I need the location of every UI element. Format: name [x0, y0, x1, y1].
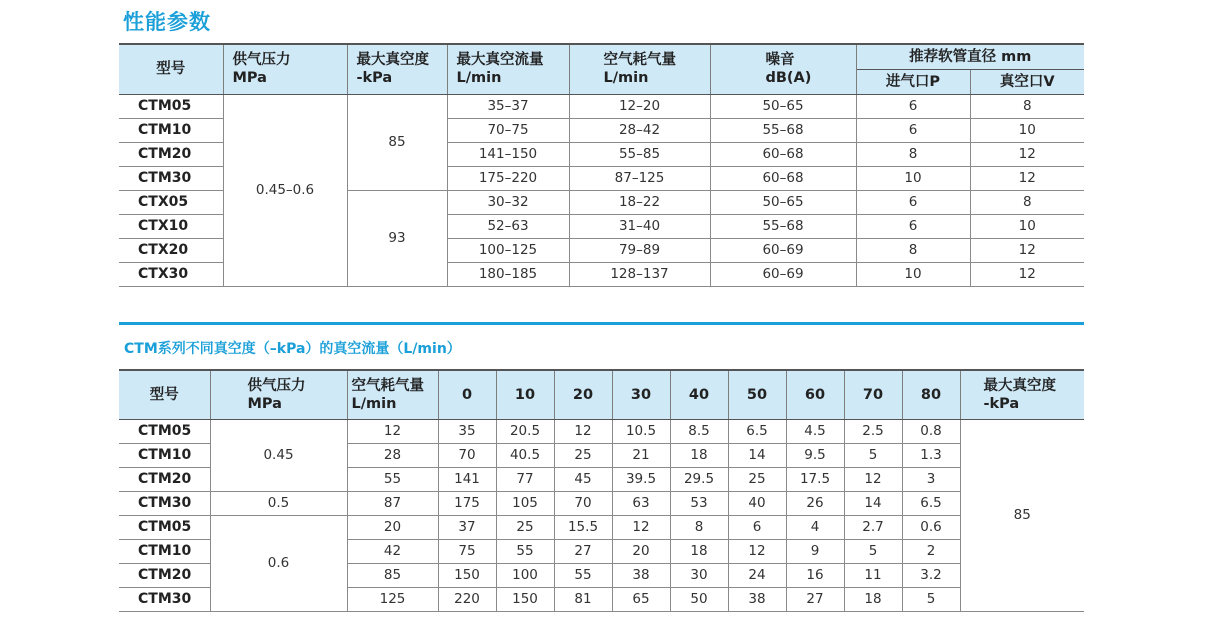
vacuum-flow-cell: 24 — [728, 563, 786, 587]
model-cell: CTX05 — [119, 190, 223, 214]
vacuum-flow-cell: 25 — [554, 443, 612, 467]
air-consumption-cell: 87–125 — [569, 166, 710, 190]
noise-cell: 60–68 — [710, 142, 856, 166]
table-row — [119, 94, 1084, 118]
model-cell: CTM30 — [119, 491, 210, 515]
max-flow-cell: 141–150 — [447, 142, 569, 166]
supply-pressure-cell: 0.45–0.6 — [223, 94, 347, 286]
vacuum-flow-cell: 2.5 — [844, 419, 902, 443]
vacuum-flow-cell: 55 — [554, 563, 612, 587]
section-divider — [119, 322, 1084, 325]
header-vacuum-level: 80 — [902, 370, 960, 419]
header-vacuum-level: 60 — [786, 370, 844, 419]
model-cell: CTX10 — [119, 214, 223, 238]
vacuum-flow-cell: 55 — [496, 539, 554, 563]
model-cell: CTM05 — [119, 515, 210, 539]
header-air-consumption: 空气耗气量 L/min — [569, 44, 710, 94]
noise-cell: 60–69 — [710, 262, 856, 286]
vacuum-flow-cell: 105 — [496, 491, 554, 515]
vacuum-flow-cell: 38 — [728, 587, 786, 611]
vacuum-flow-cell: 38 — [612, 563, 670, 587]
air-consumption-cell: 55 — [347, 467, 438, 491]
vacuum-flow-cell: 175 — [438, 491, 496, 515]
model-cell: CTM10 — [119, 443, 210, 467]
inlet-p-cell: 6 — [856, 214, 970, 238]
air-consumption-cell: 28–42 — [569, 118, 710, 142]
air-consumption-cell: 55–85 — [569, 142, 710, 166]
max-vacuum-cell: 85 — [960, 419, 1084, 611]
vacuum-flow-cell: 4 — [786, 515, 844, 539]
model-cell: CTM30 — [119, 166, 223, 190]
vacuum-flow-cell: 18 — [670, 539, 728, 563]
performance-table — [119, 43, 1084, 287]
vacuum-port-cell: 12 — [970, 166, 1084, 190]
vacuum-flow-cell: 3.2 — [902, 563, 960, 587]
header-vacuum-level: 10 — [496, 370, 554, 419]
max-flow-cell: 30–32 — [447, 190, 569, 214]
supply-pressure-cell: 0.6 — [210, 515, 347, 611]
vacuum-flow-cell: 1.3 — [902, 443, 960, 467]
air-consumption-cell: 31–40 — [569, 214, 710, 238]
vacuum-flow-cell: 45 — [554, 467, 612, 491]
vacuum-flow-cell: 75 — [438, 539, 496, 563]
air-consumption-cell: 20 — [347, 515, 438, 539]
header-model: 型号 — [119, 370, 210, 419]
model-cell: CTM20 — [119, 467, 210, 491]
page-title: 性能参数 — [123, 10, 211, 34]
max-flow-cell: 70–75 — [447, 118, 569, 142]
max-flow-cell: 52–63 — [447, 214, 569, 238]
vacuum-flow-cell: 63 — [612, 491, 670, 515]
vacuum-flow-cell: 5 — [844, 443, 902, 467]
supply-pressure-cell: 0.5 — [210, 491, 347, 515]
noise-cell: 55–68 — [710, 118, 856, 142]
vacuum-flow-cell: 39.5 — [612, 467, 670, 491]
header-max-vacuum-flow: 最大真空流量 L/min — [447, 44, 569, 94]
vacuum-flow-cell: 35 — [438, 419, 496, 443]
vacuum-port-cell: 12 — [970, 262, 1084, 286]
vacuum-flow-cell: 150 — [496, 587, 554, 611]
vacuum-flow-cell: 9.5 — [786, 443, 844, 467]
vacuum-flow-cell: 12 — [612, 515, 670, 539]
table-row — [119, 515, 1084, 539]
header-max-vacuum: 最大真空度 -kPa — [347, 44, 447, 94]
air-consumption-cell: 87 — [347, 491, 438, 515]
vacuum-flow-cell: 27 — [786, 587, 844, 611]
vacuum-flow-cell: 29.5 — [670, 467, 728, 491]
vacuum-flow-cell: 40.5 — [496, 443, 554, 467]
vacuum-flow-cell: 16 — [786, 563, 844, 587]
max-flow-cell: 100–125 — [447, 238, 569, 262]
vacuum-flow-cell: 10.5 — [612, 419, 670, 443]
noise-cell: 50–65 — [710, 94, 856, 118]
air-consumption-cell: 18–22 — [569, 190, 710, 214]
vacuum-flow-cell: 37 — [438, 515, 496, 539]
max-flow-cell: 180–185 — [447, 262, 569, 286]
header-vacuum-level: 40 — [670, 370, 728, 419]
vacuum-flow-cell: 25 — [728, 467, 786, 491]
vacuum-flow-cell: 18 — [670, 443, 728, 467]
vacuum-flow-cell: 100 — [496, 563, 554, 587]
vacuum-flow-cell: 70 — [554, 491, 612, 515]
vacuum-flow-cell: 6.5 — [728, 419, 786, 443]
vacuum-flow-cell: 9 — [786, 539, 844, 563]
inlet-p-cell: 8 — [856, 142, 970, 166]
air-consumption-cell: 79–89 — [569, 238, 710, 262]
vacuum-flow-cell: 12 — [728, 539, 786, 563]
vacuum-flow-cell: 81 — [554, 587, 612, 611]
model-cell: CTM10 — [119, 539, 210, 563]
vacuum-flow-cell: 2 — [902, 539, 960, 563]
header-vacuum-port-v: 真空口V — [970, 69, 1084, 94]
model-cell: CTM30 — [119, 587, 210, 611]
air-consumption-cell: 125 — [347, 587, 438, 611]
inlet-p-cell: 8 — [856, 238, 970, 262]
vacuum-flow-cell: 0.6 — [902, 515, 960, 539]
vacuum-flow-cell: 8 — [670, 515, 728, 539]
vacuum-flow-cell: 20.5 — [496, 419, 554, 443]
vacuum-port-cell: 8 — [970, 190, 1084, 214]
vacuum-flow-cell: 3 — [902, 467, 960, 491]
vacuum-flow-cell: 2.7 — [844, 515, 902, 539]
header-inlet-p: 进气口P — [856, 69, 970, 94]
header-noise: 噪音 dB(A) — [710, 44, 856, 94]
inlet-p-cell: 6 — [856, 190, 970, 214]
noise-cell: 60–69 — [710, 238, 856, 262]
vacuum-flow-cell: 77 — [496, 467, 554, 491]
model-cell: CTM05 — [119, 419, 210, 443]
vacuum-flow-cell: 141 — [438, 467, 496, 491]
vacuum-flow-cell: 65 — [612, 587, 670, 611]
vacuum-flow-cell: 8.5 — [670, 419, 728, 443]
model-cell: CTM10 — [119, 118, 223, 142]
vacuum-flow-cell: 14 — [844, 491, 902, 515]
vacuum-flow-cell: 25 — [496, 515, 554, 539]
vacuum-flow-cell: 70 — [438, 443, 496, 467]
header-max-vacuum: 最大真空度 -kPa — [960, 370, 1084, 419]
inlet-p-cell: 10 — [856, 166, 970, 190]
header-vacuum-level: 50 — [728, 370, 786, 419]
vacuum-port-cell: 12 — [970, 238, 1084, 262]
vacuum-port-cell: 8 — [970, 94, 1084, 118]
vacuum-flow-cell: 27 — [554, 539, 612, 563]
vacuum-port-cell: 12 — [970, 142, 1084, 166]
vacuum-flow-cell: 6.5 — [902, 491, 960, 515]
header-hose-diameter: 推荐软管直径 mm — [856, 44, 1084, 69]
max-flow-cell: 35–37 — [447, 94, 569, 118]
vacuum-flow-cell: 5 — [902, 587, 960, 611]
header-vacuum-level: 20 — [554, 370, 612, 419]
vacuum-port-cell: 10 — [970, 118, 1084, 142]
inlet-p-cell: 6 — [856, 118, 970, 142]
supply-pressure-cell: 0.45 — [210, 419, 347, 491]
vacuum-flow-cell: 18 — [844, 587, 902, 611]
vacuum-port-cell: 10 — [970, 214, 1084, 238]
vacuum-flow-cell: 40 — [728, 491, 786, 515]
vacuum-flow-cell: 50 — [670, 587, 728, 611]
vacuum-flow-cell: 30 — [670, 563, 728, 587]
vacuum-flow-cell: 0.8 — [902, 419, 960, 443]
air-consumption-cell: 28 — [347, 443, 438, 467]
vacuum-flow-cell: 20 — [612, 539, 670, 563]
header-model: 型号 — [119, 44, 223, 94]
model-cell: CTM05 — [119, 94, 223, 118]
vacuum-flow-cell: 6 — [728, 515, 786, 539]
vacuum-flow-cell: 26 — [786, 491, 844, 515]
model-cell: CTX30 — [119, 262, 223, 286]
header-air-consumption: 空气耗气量 L/min — [347, 370, 438, 419]
vacuum-flow-cell: 220 — [438, 587, 496, 611]
inlet-p-cell: 10 — [856, 262, 970, 286]
vacuum-flow-cell: 150 — [438, 563, 496, 587]
model-cell: CTM20 — [119, 142, 223, 166]
air-consumption-cell: 12–20 — [569, 94, 710, 118]
section-subtitle: CTM系列不同真空度（–kPa）的真空流量（L/min） — [124, 341, 461, 357]
table-row — [119, 419, 1084, 443]
header-supply-pressure: 供气压力 MPa — [210, 370, 347, 419]
vacuum-flow-cell: 21 — [612, 443, 670, 467]
header-vacuum-level: 70 — [844, 370, 902, 419]
vacuum-flow-cell: 17.5 — [786, 467, 844, 491]
header-vacuum-level: 30 — [612, 370, 670, 419]
air-consumption-cell: 42 — [347, 539, 438, 563]
vacuum-flow-cell: 12 — [844, 467, 902, 491]
vacuum-flow-cell: 53 — [670, 491, 728, 515]
table-row — [119, 491, 1084, 515]
air-consumption-cell: 12 — [347, 419, 438, 443]
inlet-p-cell: 6 — [856, 94, 970, 118]
vacuum-flow-cell: 15.5 — [554, 515, 612, 539]
max-flow-cell: 175–220 — [447, 166, 569, 190]
header-supply-pressure: 供气压力 MPa — [223, 44, 347, 94]
model-cell: CTX20 — [119, 238, 223, 262]
vacuum-flow-cell: 11 — [844, 563, 902, 587]
vacuum-flow-cell: 12 — [554, 419, 612, 443]
max-vacuum-cell: 85 — [347, 94, 447, 190]
noise-cell: 55–68 — [710, 214, 856, 238]
max-vacuum-cell: 93 — [347, 190, 447, 286]
vacuum-flow-table — [119, 369, 1084, 612]
air-consumption-cell: 128–137 — [569, 262, 710, 286]
header-vacuum-level: 0 — [438, 370, 496, 419]
vacuum-flow-cell: 4.5 — [786, 419, 844, 443]
model-cell: CTM20 — [119, 563, 210, 587]
air-consumption-cell: 85 — [347, 563, 438, 587]
vacuum-flow-cell: 14 — [728, 443, 786, 467]
noise-cell: 50–65 — [710, 190, 856, 214]
noise-cell: 60–68 — [710, 166, 856, 190]
vacuum-flow-cell: 5 — [844, 539, 902, 563]
